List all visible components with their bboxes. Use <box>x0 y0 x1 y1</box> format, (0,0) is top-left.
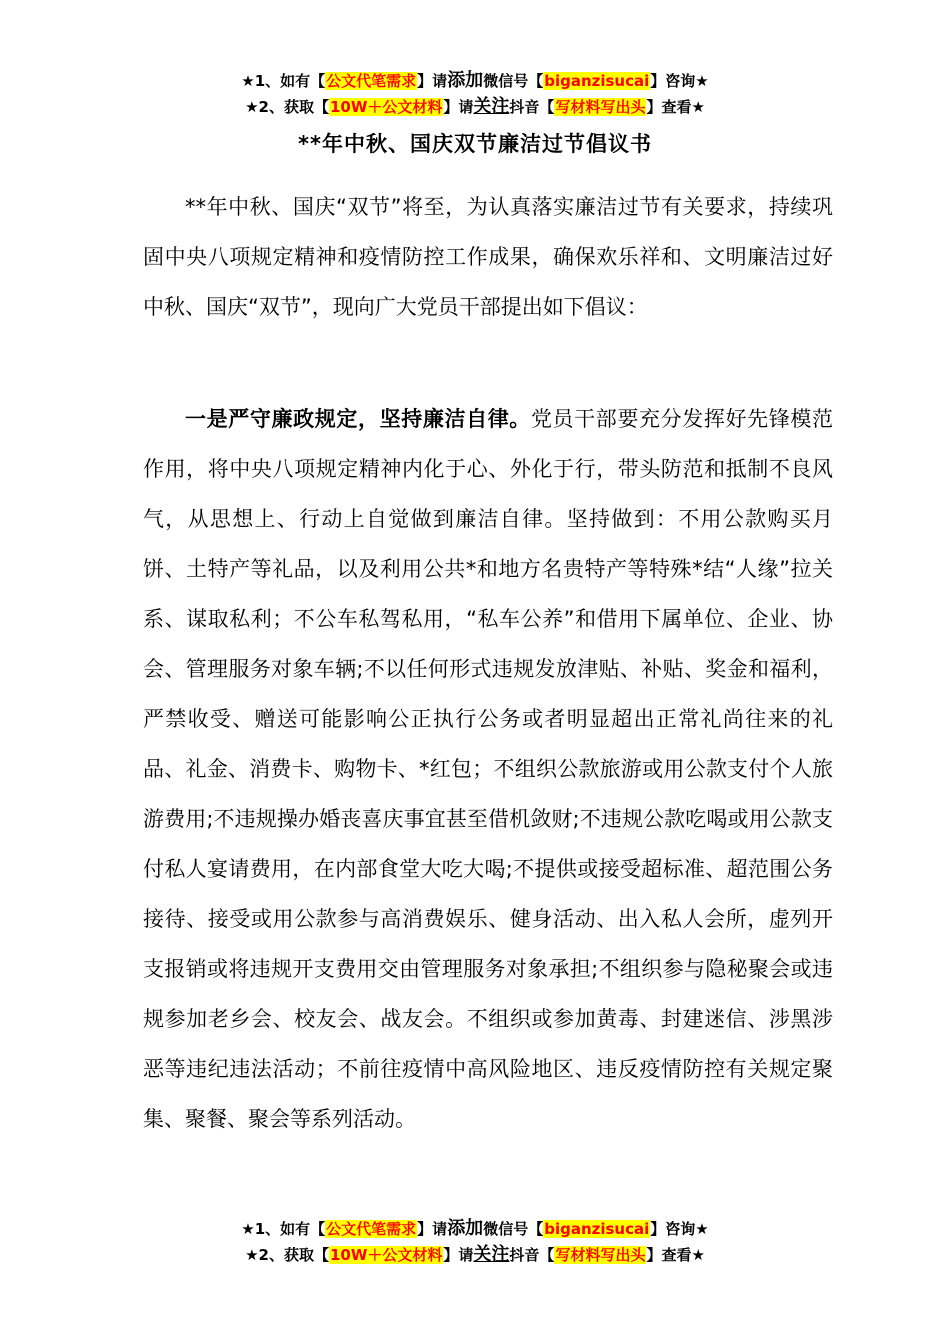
promo-text: 】查看★ <box>646 1246 705 1264</box>
promo-text: 】请 <box>443 1246 474 1264</box>
promo-emphasis: 关注 <box>473 1244 510 1265</box>
promo-emphasis: 添加 <box>447 70 484 91</box>
promo-douyin-id: 写材料写出头 <box>555 1246 646 1264</box>
promo-text: 】请 <box>417 1220 448 1238</box>
promo-text: ★1、如有【 <box>241 72 326 90</box>
document-title: **年中秋、国庆双节廉洁过节倡议书 <box>298 132 652 156</box>
promo-text: 抖音【 <box>509 98 555 116</box>
promo-emphasis: 添加 <box>447 1218 484 1239</box>
promo-banner-bottom <box>0 1216 950 1268</box>
promo-line-2 <box>0 1242 950 1268</box>
section-1-body: 党员干部要充分发挥好先锋模范作用，将中央八项规定精神内化于心、外化于行，带头防范和抵制不良风气，从思想上、行动上自觉做到廉洁自律。坚持做到：不用公款购买月饼、土特产等礼品，以及利用公共*和地方名贵特产等特殊*结“人缘”拉关系、谋取私利；不公车私驾私用，“私车公养”和借用下属单位、企业、协会、管理服务对象车辆;不以任何形式违规发放津贴、补贴、奖金和福利，严禁收受、赠送可能影响公正执行公务或者明显超出正常礼尚往来的礼品、礼金、消费卡、购物卡、*红包；不组织公款旅游或用公款支付个人旅游费用;不违规操办婚丧喜庆事宜甚至借机敛财;不违规公款吃喝或用公款支付私人宴请费用，在内部食堂大吃大喝;不提供或接受超标准、超范围公务接待、接受或用公款参与高消费娱乐、健身活动、出入私人会所，虚列开支报销或将违规开支费用交由管理服务对象承担;不组织参与隐秘聚会或违规参加老乡会、校友会、战友会。不组织或参加黄毒、封建迷信、涉黑涉恶等违纪违法活动；不前往疫情中高风险地区、违反疫情防控有关规定聚集、聚餐、聚会等系列活动。 <box>143 407 834 1131</box>
promo-text: 微信号【 <box>483 72 544 90</box>
promo-text: 】请 <box>417 72 448 90</box>
promo-highlight: 公文代笔需求 <box>326 72 417 90</box>
intro-paragraph: **年中秋、国庆“双节”将至，为认真落实廉洁过节有关要求，持续巩固中央八项规定精神和疫情防控工作成果，确保欢乐祥和、文明廉洁过好中秋、国庆“双节”，现向广大党员干部提出如下倡议： <box>143 195 833 319</box>
promo-wechat-id: biganzisucai <box>544 72 650 90</box>
promo-text: 】查看★ <box>646 98 705 116</box>
promo-line-2 <box>0 94 950 120</box>
promo-line-1 <box>0 68 950 94</box>
promo-text: 抖音【 <box>509 1246 555 1264</box>
promo-emphasis: 关注 <box>473 96 510 117</box>
promo-line-1 <box>0 1216 950 1242</box>
promo-banner-top <box>0 68 950 120</box>
promo-highlight: 10W＋公文材料 <box>329 1246 443 1264</box>
section-1-paragraph <box>143 394 833 1144</box>
promo-text: 微信号【 <box>483 1220 544 1238</box>
promo-douyin-id: 写材料写出头 <box>555 98 646 116</box>
promo-text: 】咨询★ <box>650 1220 709 1238</box>
promo-text: ★2、获取【 <box>245 98 329 116</box>
promo-wechat-id: biganzisucai <box>544 1220 650 1238</box>
promo-text: ★2、获取【 <box>245 1246 329 1264</box>
promo-highlight: 公文代笔需求 <box>326 1220 417 1238</box>
promo-text: 】咨询★ <box>650 72 709 90</box>
promo-highlight: 10W＋公文材料 <box>329 98 443 116</box>
promo-text: ★1、如有【 <box>241 1220 326 1238</box>
section-1-heading: 一是严守廉政规定，坚持廉洁自律。 <box>185 407 531 431</box>
promo-text: 】请 <box>443 98 474 116</box>
